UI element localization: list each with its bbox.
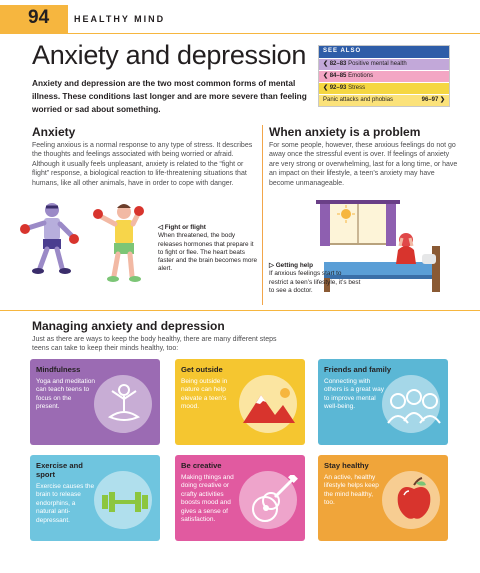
card-text: An active, healthy lifestyle helps keep the mind healthy, too. bbox=[324, 474, 379, 507]
see-also-label: Panic attacks and phobias bbox=[323, 97, 394, 103]
problem-body: For some people, however, these anxious feelings do not go away once the stressful event is over. If feelings of anxiety are very strong or overwhelming, last for a long time, or have an impact on their lifestyle, a teen’s anxiety may have become unmanageable. bbox=[269, 142, 458, 187]
card-title: Get outside bbox=[181, 365, 223, 374]
see-also-pages: 96–97 ❯ bbox=[421, 97, 445, 103]
column-divider bbox=[262, 125, 263, 305]
see-also-link[interactable] bbox=[319, 94, 449, 106]
intro-text: Anxiety and depression are the two most common forms of mental illness. These conditions last longer and are more severe than feeling worried or sad about something. bbox=[32, 78, 307, 114]
see-also-label: Stress bbox=[348, 85, 366, 91]
page-title: Anxiety and depression bbox=[32, 40, 307, 70]
triangle-pointer-icon: ◁ bbox=[158, 224, 165, 231]
see-also-pages: ❮ 84–85 bbox=[323, 73, 347, 79]
caption-title: Fight or flight bbox=[164, 224, 206, 231]
fight-or-flight-caption bbox=[158, 224, 258, 274]
card-be-creative bbox=[175, 455, 305, 541]
caption-title: Getting help bbox=[275, 262, 313, 269]
triangle-pointer-icon: ▷ bbox=[269, 262, 276, 269]
card-text: Making things and doing creative or crafty activities boosts mood and gives a sense of satisfaction. bbox=[181, 474, 234, 524]
card-mindfulness bbox=[30, 359, 160, 445]
see-also-link[interactable] bbox=[319, 58, 449, 70]
people-group-icon bbox=[386, 385, 442, 427]
see-also-pages: ❮ 92–93 bbox=[323, 85, 347, 91]
caption-body: When threatened, the body releases hormones that prepare it to fight or flee. The heart beats faster and the brain becomes more alert. bbox=[158, 232, 258, 273]
card-title: Exercise and sport bbox=[36, 461, 83, 479]
card-text: Yoga and meditation can teach teens to focus on the present. bbox=[36, 378, 96, 411]
yoga-meditation-icon bbox=[104, 383, 144, 427]
mountains-icon bbox=[241, 387, 297, 427]
problem-heading: When anxiety is a problem bbox=[269, 125, 421, 139]
see-also-label: Positive mental health bbox=[348, 61, 407, 67]
section-rule bbox=[0, 310, 480, 311]
card-title: Friends and family bbox=[324, 365, 392, 374]
see-also-label: Emotions bbox=[348, 73, 374, 79]
anxiety-body: Feeling anxious is a normal response to any type of stress. It describes the thoughts and feelings associated with being worried or afraid. Although it usually feels unpleasant, anxiety is related to the “fight or flight” response, a biological reaction to life-threatening situations that humans, like all other animals, have in order to cope with danger. bbox=[32, 142, 253, 187]
card-exercise-and-sport bbox=[30, 455, 160, 541]
managing-heading: Managing anxiety and depression bbox=[32, 319, 225, 333]
see-also-pages: ❮ 82–83 bbox=[323, 61, 347, 67]
section-title: HEALTHY MIND bbox=[74, 14, 166, 24]
getting-help-caption bbox=[269, 262, 361, 295]
caption-body: If anxious feelings start to restrict a teen’s lifestyle, it’s best to see a doctor. bbox=[269, 270, 361, 294]
card-text: Exercise causes the brain to release endorphins, a natural anti-depressant. bbox=[36, 483, 95, 524]
card-text: Connecting with others is a great way to improve mental well-being. bbox=[324, 378, 384, 411]
card-title: Stay healthy bbox=[324, 461, 369, 470]
page-number: 94 bbox=[28, 7, 50, 28]
see-also-link[interactable] bbox=[319, 82, 449, 94]
see-also-heading: SEE ALSO bbox=[319, 46, 449, 58]
see-also-link[interactable] bbox=[319, 70, 449, 82]
card-get-outside bbox=[175, 359, 305, 445]
dumbbells-icon bbox=[98, 489, 152, 515]
card-title: Mindfulness bbox=[36, 365, 81, 374]
anxiety-heading: Anxiety bbox=[32, 125, 76, 139]
managing-body: Just as there are ways to keep the body healthy, there are many different steps teens can take to keep their minds healthy, too: bbox=[32, 336, 277, 353]
guitar-icon bbox=[245, 475, 299, 531]
card-title: Be creative bbox=[181, 461, 222, 470]
fight-or-flight-illustration bbox=[14, 198, 154, 298]
card-friends-and-family bbox=[318, 359, 448, 445]
header-rule bbox=[0, 33, 480, 34]
apple-icon bbox=[394, 477, 434, 523]
see-also-box bbox=[318, 45, 450, 107]
card-stay-healthy bbox=[318, 455, 448, 541]
card-text: Being outside in nature can help elevate a teen’s mood. bbox=[181, 378, 228, 411]
